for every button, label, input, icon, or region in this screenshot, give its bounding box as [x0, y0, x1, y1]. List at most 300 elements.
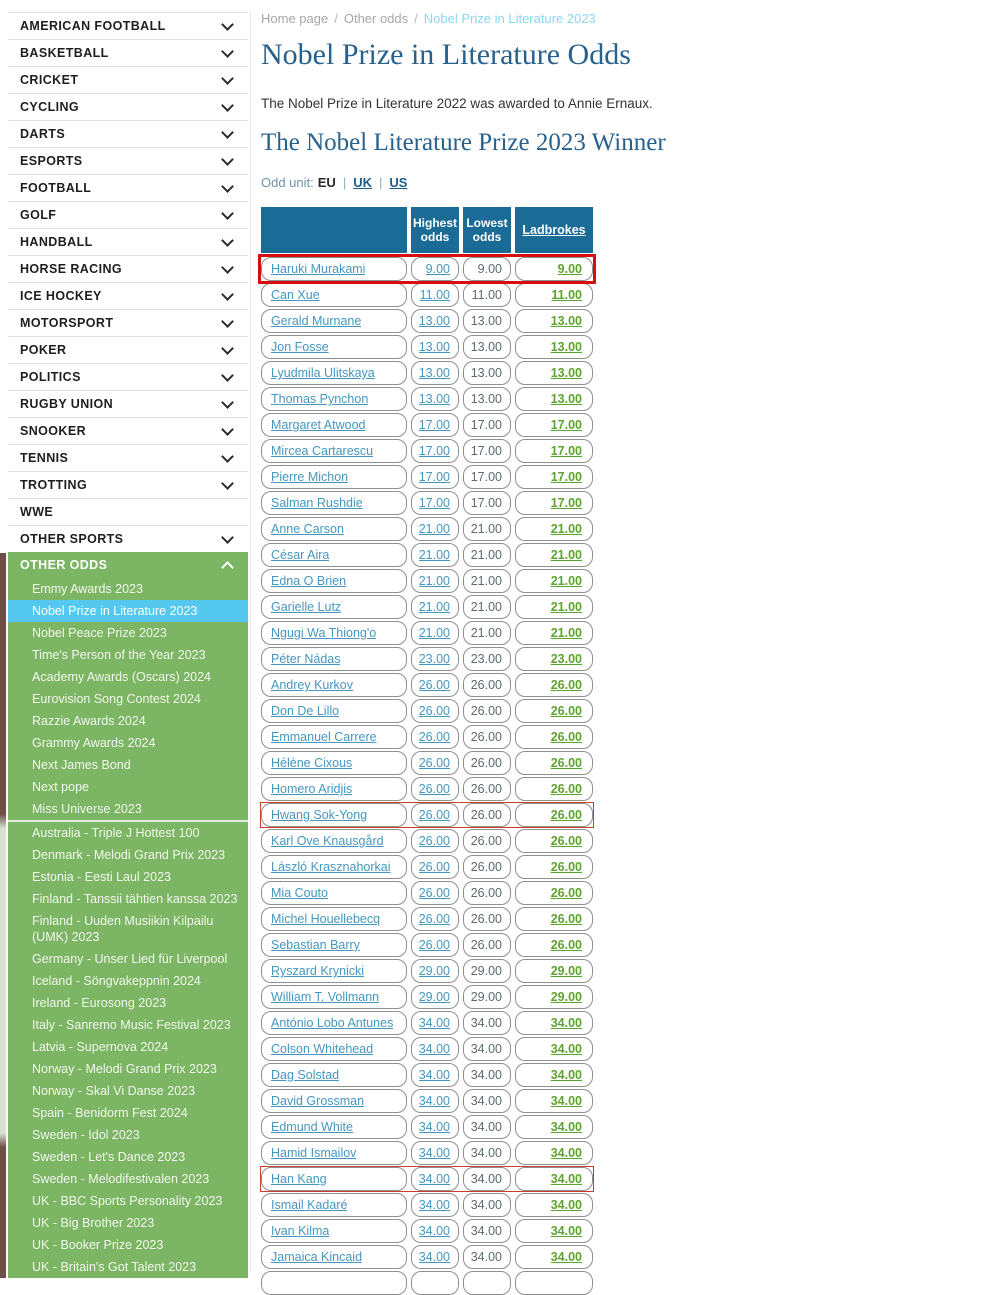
submenu-item-finland-tanssii-t-htien-kanssa-2023[interactable]: Finland - Tanssii tähtien kanssa 2023 — [32, 892, 238, 906]
highest-odds-link[interactable]: 21.00 — [418, 522, 450, 536]
ladbrokes-odds-link[interactable]: 34.00 — [550, 1224, 582, 1238]
author-link[interactable]: Han Kang — [271, 1172, 327, 1186]
lowest-odds-value: 34.00 — [470, 1250, 502, 1264]
lowest-odds-value: 34.00 — [470, 1224, 502, 1238]
author-cell — [261, 465, 407, 489]
ladbrokes-odds-link[interactable]: 11.00 — [551, 288, 582, 302]
ladbrokes-odds-cell — [515, 1037, 593, 1061]
ladbrokes-odds-cell — [515, 751, 593, 775]
chevron-down-icon — [221, 423, 234, 436]
highest-odds-link[interactable]: 34.00 — [418, 1198, 450, 1212]
ladbrokes-odds-link[interactable]: 34.00 — [550, 1146, 582, 1160]
odd-unit-selected: EU — [317, 175, 336, 190]
ladbrokes-odds-link[interactable]: 26.00 — [550, 782, 582, 796]
odd-unit-options — [336, 175, 408, 190]
lowest-odds-cell — [463, 803, 511, 827]
author-link[interactable]: Sebastian Barry — [271, 938, 360, 952]
lowest-odds-value: 17.00 — [470, 470, 502, 484]
highest-odds-cell — [411, 725, 459, 749]
author-cell — [261, 673, 407, 697]
lowest-odds-cell — [463, 517, 511, 541]
ladbrokes-odds-link[interactable]: 26.00 — [550, 834, 582, 848]
submenu-item-next-pope[interactable]: Next pope — [32, 780, 89, 794]
lowest-odds-value: 34.00 — [470, 1146, 502, 1160]
author-cell — [261, 595, 407, 619]
ladbrokes-odds-cell — [515, 517, 593, 541]
author-link[interactable]: Anne Carson — [271, 522, 344, 536]
author-link[interactable]: Edmund White — [271, 1120, 353, 1134]
section-title: The Nobel Literature Prize 2023 Winner — [261, 129, 666, 156]
sidebar-item-darts[interactable] — [8, 120, 248, 147]
table-row — [261, 699, 593, 723]
submenu-item-sweden-melodifestivalen-2023[interactable]: Sweden - Melodifestivalen 2023 — [32, 1172, 210, 1186]
submenu-item-sweden-let-s-dance-2023[interactable]: Sweden - Let's Dance 2023 — [32, 1150, 186, 1164]
author-link[interactable]: Hamid Ismailov — [271, 1146, 357, 1160]
sidebar-item-label: WWE — [20, 505, 54, 519]
lowest-odds-cell — [463, 829, 511, 853]
highest-odds-link[interactable]: 34.00 — [418, 1094, 450, 1108]
ladbrokes-odds-link[interactable]: 13.00 — [550, 392, 582, 406]
ladbrokes-odds-link[interactable]: 34.00 — [550, 1094, 582, 1108]
sidebar-item-label: BASKETBALL — [20, 46, 109, 60]
ladbrokes-odds-link[interactable]: 13.00 — [550, 340, 582, 354]
highest-odds-link[interactable]: 26.00 — [418, 730, 450, 744]
highest-odds-link[interactable]: 26.00 — [418, 860, 450, 874]
author-link[interactable]: César Aira — [271, 548, 330, 562]
highest-odds-link[interactable]: 13.00 — [418, 340, 450, 354]
lowest-odds-value: 34.00 — [470, 1120, 502, 1134]
ladbrokes-odds-cell — [515, 829, 593, 853]
lowest-odds-value: 34.00 — [470, 1094, 502, 1108]
highest-odds-link[interactable]: 34.00 — [418, 1250, 450, 1264]
highest-odds-cell — [411, 959, 459, 983]
ladbrokes-odds-link[interactable]: 34.00 — [550, 1068, 582, 1082]
author-cell — [261, 699, 407, 723]
sidebar-item-rugby-union[interactable] — [8, 390, 248, 417]
author-link[interactable]: Edna O Brien — [271, 574, 347, 588]
highest-odds-link[interactable]: 26.00 — [418, 938, 450, 952]
author-link[interactable]: Ryszard Krynicki — [271, 964, 365, 978]
ladbrokes-odds-link[interactable]: 26.00 — [550, 704, 582, 718]
lowest-odds-value: 21.00 — [470, 600, 502, 614]
sidebar-item-american-football[interactable] — [8, 12, 248, 39]
submenu-item-miss-universe-2023[interactable]: Miss Universe 2023 — [32, 802, 142, 816]
highest-odds-link[interactable]: 21.00 — [418, 574, 450, 588]
table-row — [261, 1011, 593, 1035]
highest-odds-link[interactable]: 17.00 — [418, 418, 450, 432]
author-link[interactable]: David Grossman — [271, 1094, 365, 1108]
table-row — [261, 621, 593, 645]
highest-odds-link[interactable]: 34.00 — [418, 1146, 450, 1160]
author-cell — [261, 387, 407, 411]
author-link[interactable]: Can Xue — [271, 288, 320, 302]
author-cell — [261, 283, 407, 307]
table-row — [261, 309, 593, 333]
lowest-odds-cell — [463, 491, 511, 515]
author-link[interactable]: Don De Lillo — [271, 704, 340, 718]
sidebar-item-label: MOTORSPORT — [20, 316, 114, 330]
lowest-odds-cell — [463, 387, 511, 411]
author-cell — [261, 777, 407, 801]
lowest-odds-cell — [463, 283, 511, 307]
highest-odds-link[interactable]: 26.00 — [418, 704, 450, 718]
lowest-odds-cell — [463, 1193, 511, 1217]
highest-odds-link[interactable]: 17.00 — [418, 496, 450, 510]
highest-odds-link[interactable]: 34.00 — [418, 1120, 450, 1134]
highest-odds-link[interactable]: 13.00 — [418, 366, 450, 380]
ladbrokes-odds-cell — [515, 933, 593, 957]
highest-odds-link[interactable]: 26.00 — [418, 678, 450, 692]
submenu-item-germany-unser-lied-f-r-liverpool[interactable]: Germany - Unser Lied für Liverpool — [32, 952, 228, 966]
sidebar-item-football[interactable] — [8, 174, 248, 201]
highest-odds-cell — [411, 439, 459, 463]
sidebar-item-handball[interactable] — [8, 228, 248, 255]
author-link[interactable]: Ngugi Wa Thiong'o — [271, 626, 377, 640]
lowest-odds-cell — [463, 959, 511, 983]
ladbrokes-odds-link[interactable]: 34.00 — [550, 1016, 582, 1030]
sidebar-item-tennis[interactable] — [8, 444, 248, 471]
submenu-item-ireland-eurosong-2023[interactable]: Ireland - Eurosong 2023 — [32, 996, 167, 1010]
lowest-odds-cell — [463, 673, 511, 697]
ladbrokes-odds-cell — [515, 387, 593, 411]
author-link[interactable]: Karl Ove Knausgård — [271, 834, 384, 848]
highest-odds-link[interactable]: 26.00 — [418, 834, 450, 848]
chevron-down-icon — [221, 99, 234, 112]
highest-odds-link[interactable]: 13.00 — [418, 392, 450, 406]
table-row — [261, 413, 593, 437]
submenu-item-norway-skal-vi-danse-2023[interactable]: Norway - Skal Vi Danse 2023 — [32, 1084, 196, 1098]
highest-odds-link[interactable]: 21.00 — [418, 600, 450, 614]
ladbrokes-odds-link[interactable]: 13.00 — [550, 314, 582, 328]
other-odds-section — [8, 552, 248, 1278]
ladbrokes-odds-link[interactable]: 17.00 — [550, 470, 582, 484]
author-link[interactable]: László Krasznahorkai — [271, 860, 391, 874]
submenu-item-next-james-bond[interactable]: Next James Bond — [32, 758, 131, 772]
ladbrokes-odds-link[interactable]: 34.00 — [550, 1198, 582, 1212]
highest-odds-link[interactable]: 34.00 — [418, 1068, 450, 1082]
highest-odds-cell — [411, 491, 459, 515]
author-link[interactable]: Garielle Lutz — [271, 600, 342, 614]
highest-odds-link[interactable]: 23.00 — [418, 652, 450, 666]
lowest-odds-value: 23.00 — [470, 652, 502, 666]
author-link[interactable]: Andrey Kurkov — [271, 678, 353, 692]
author-link[interactable]: Thomas Pynchon — [271, 392, 369, 406]
ladbrokes-odds-link[interactable]: 26.00 — [550, 730, 582, 744]
ladbrokes-odds-cell — [515, 855, 593, 879]
author-cell — [261, 751, 407, 775]
ladbrokes-odds-cell — [515, 881, 593, 905]
odd-unit-link-us[interactable]: US — [389, 175, 408, 190]
lowest-odds-cell — [463, 621, 511, 645]
highest-odds-cell — [411, 933, 459, 957]
highest-odds-cell — [411, 387, 459, 411]
highest-odds-link[interactable]: 11.00 — [419, 288, 450, 302]
highest-odds-link[interactable]: 34.00 — [418, 1224, 450, 1238]
sidebar-item-motorsport[interactable] — [8, 309, 248, 336]
ladbrokes-odds-cell — [515, 621, 593, 645]
author-cell — [261, 361, 407, 385]
lowest-odds-value: 34.00 — [470, 1198, 502, 1212]
highest-odds-cell — [411, 1245, 459, 1269]
ladbrokes-odds-link[interactable]: 17.00 — [550, 444, 582, 458]
author-cell — [261, 335, 407, 359]
author-link[interactable]: Pierre Michon — [271, 470, 349, 484]
odds-table-body — [261, 257, 601, 1295]
author-link[interactable]: Lyudmila Ulitskaya — [271, 366, 375, 380]
highest-odds-link[interactable]: 34.00 — [418, 1172, 450, 1186]
ladbrokes-odds-link[interactable]: 26.00 — [550, 912, 582, 926]
lowest-odds-value: 21.00 — [470, 548, 502, 562]
submenu-item-time-s-person-of-the-year-2023[interactable]: Time's Person of the Year 2023 — [32, 648, 206, 662]
table-row — [261, 803, 593, 827]
submenu-item-australia-triple-j-hottest-100[interactable]: Australia - Triple J Hottest 100 — [32, 826, 200, 840]
table-row — [261, 1193, 593, 1217]
ladbrokes-odds-cell — [515, 1245, 593, 1269]
highest-odds-cell — [411, 1141, 459, 1165]
submenu-item-estonia-eesti-laul-2023[interactable]: Estonia - Eesti Laul 2023 — [32, 870, 171, 884]
lowest-odds-value: 9.00 — [477, 262, 502, 276]
sidebar-item-wwe[interactable] — [8, 498, 248, 525]
sidebar-item-ice-hockey[interactable] — [8, 282, 248, 309]
author-link[interactable]: Mia Couto — [271, 886, 328, 900]
table-row — [261, 595, 593, 619]
lowest-odds-cell — [463, 361, 511, 385]
author-link[interactable]: Colson Whitehead — [271, 1042, 374, 1056]
main-content — [261, 0, 1003, 1295]
highest-odds-link[interactable]: 29.00 — [418, 964, 450, 978]
highest-odds-cell — [411, 1011, 459, 1035]
author-link[interactable]: Hwang Sok-Yong — [271, 808, 368, 822]
lowest-odds-value: 21.00 — [470, 522, 502, 536]
author-link[interactable]: Homero Aridjis — [271, 782, 353, 796]
table-row — [261, 517, 593, 541]
author-link[interactable]: Margaret Atwood — [271, 418, 366, 432]
highest-odds-cell — [411, 647, 459, 671]
sidebar-item-politics[interactable] — [8, 363, 248, 390]
author-cell — [261, 647, 407, 671]
sidebar-item-label: OTHER SPORTS — [20, 532, 124, 546]
table-row — [261, 777, 593, 801]
chevron-down-icon — [221, 477, 234, 490]
breadcrumb-separator: / — [414, 11, 418, 26]
author-link[interactable]: Ismail Kadaré — [271, 1198, 348, 1212]
odd-unit-link-uk[interactable]: UK — [353, 175, 372, 190]
author-cell — [261, 1245, 407, 1269]
ladbrokes-odds-link[interactable]: 21.00 — [550, 626, 582, 640]
submenu-item-grammy-awards-2024[interactable]: Grammy Awards 2024 — [32, 736, 156, 750]
submenu-item-eurovision-song-contest-2024[interactable]: Eurovision Song Contest 2024 — [32, 692, 201, 706]
sidebar-item-poker[interactable] — [8, 336, 248, 363]
table-row — [261, 855, 593, 879]
author-link[interactable]: Jon Fosse — [271, 340, 329, 354]
chevron-down-icon — [221, 126, 234, 139]
author-cell — [261, 1115, 407, 1139]
author-cell — [261, 855, 407, 879]
submenu-item-uk-big-brother-2023[interactable]: UK - Big Brother 2023 — [32, 1216, 155, 1230]
table-row — [261, 959, 593, 983]
sidebar-item-snooker[interactable] — [8, 417, 248, 444]
submenu-item-denmark-melodi-grand-prix-2023[interactable]: Denmark - Melodi Grand Prix 2023 — [32, 848, 226, 862]
submenu-item-finland-uuden-musiikin-kilpailu-umk-2023[interactable]: Finland - Uuden Musiikin Kilpailu (UMK) 2023 — [32, 914, 214, 944]
author-link[interactable]: Mircea Cartarescu — [271, 444, 374, 458]
lowest-odds-cell — [463, 1011, 511, 1035]
highest-odds-link[interactable]: 34.00 — [418, 1016, 450, 1030]
ladbrokes-odds-link[interactable]: 26.00 — [550, 860, 582, 874]
highest-odds-link[interactable]: 26.00 — [418, 782, 450, 796]
highest-odds-cell — [411, 829, 459, 853]
sidebar-divider-line — [250, 12, 251, 1272]
ladbrokes-odds-link[interactable]: 26.00 — [550, 938, 582, 952]
submenu-item-iceland-s-ngvakeppnin-2024[interactable]: Iceland - Söngvakeppnin 2024 — [32, 974, 201, 988]
highest-odds-cell — [411, 543, 459, 567]
submenu-item-italy-sanremo-music-festival-2023[interactable]: Italy - Sanremo Music Festival 2023 — [32, 1018, 231, 1032]
ladbrokes-odds-cell — [515, 1063, 593, 1087]
ladbrokes-odds-link[interactable]: 34.00 — [550, 1172, 582, 1186]
highest-odds-link[interactable]: 26.00 — [418, 756, 450, 770]
sidebar-item-other-odds[interactable] — [8, 552, 248, 578]
submenu-item-nobel-prize-in-literature-2023[interactable]: Nobel Prize in Literature 2023 — [8, 600, 248, 622]
author-link[interactable]: Haruki Murakami — [271, 262, 366, 276]
author-link[interactable]: Péter Nádas — [271, 652, 341, 666]
sidebar-item-label: CRICKET — [20, 73, 79, 87]
table-row — [261, 1037, 593, 1061]
sidebar-item-esports[interactable] — [8, 147, 248, 174]
highest-odds-cell — [411, 985, 459, 1009]
ladbrokes-odds-link[interactable]: 17.00 — [550, 496, 582, 510]
highest-odds-cell — [411, 855, 459, 879]
submenu-item-norway-melodi-grand-prix-2023[interactable]: Norway - Melodi Grand Prix 2023 — [32, 1062, 217, 1076]
ladbrokes-odds-link[interactable]: 21.00 — [550, 548, 582, 562]
highest-odds-cell — [411, 881, 459, 905]
sidebar-item-label: DARTS — [20, 127, 66, 141]
sidebar-item-trotting[interactable] — [8, 471, 248, 498]
lowest-odds-value: 29.00 — [470, 990, 502, 1004]
ladbrokes-odds-link[interactable]: 26.00 — [550, 808, 582, 822]
ladbrokes-odds-link[interactable]: 23.00 — [550, 652, 582, 666]
sidebar-item-cycling[interactable] — [8, 93, 248, 120]
author-link[interactable]: Ivan Kilma — [271, 1224, 330, 1238]
ladbrokes-odds-link[interactable]: 21.00 — [550, 600, 582, 614]
lowest-odds-cell — [463, 309, 511, 333]
highest-odds-link[interactable]: 21.00 — [418, 626, 450, 640]
highest-odds-link[interactable]: 21.00 — [418, 548, 450, 562]
submenu-item-latvia-supernova-2024[interactable]: Latvia - Supernova 2024 — [32, 1040, 169, 1054]
author-link[interactable]: Hélène Cixous — [271, 756, 353, 770]
sidebar-item-label: GOLF — [20, 208, 57, 222]
lowest-odds-cell — [463, 1063, 511, 1087]
ladbrokes-odds-link[interactable]: 21.00 — [550, 522, 582, 536]
submenu-item-sweden-idol-2023[interactable]: Sweden - Idol 2023 — [32, 1128, 140, 1142]
author-link[interactable]: Dag Solstad — [271, 1068, 340, 1082]
highest-odds-link[interactable]: 29.00 — [418, 990, 450, 1004]
ladbrokes-odds-cell — [515, 309, 593, 333]
submenu-item-razzie-awards-2024[interactable]: Razzie Awards 2024 — [32, 714, 146, 728]
breadcrumb-link[interactable]: Home page — [261, 11, 329, 26]
submenu-item-uk-booker-prize-2023[interactable]: UK - Booker Prize 2023 — [32, 1238, 164, 1252]
ladbrokes-odds-link[interactable]: 34.00 — [550, 1120, 582, 1134]
ladbrokes-odds-link[interactable]: 9.00 — [557, 262, 582, 276]
sidebar-item-basketball[interactable] — [8, 39, 248, 66]
sidebar-item-cricket[interactable] — [8, 66, 248, 93]
highest-odds-link[interactable]: 13.00 — [418, 314, 450, 328]
submenu-item-academy-awards-oscars-2024[interactable]: Academy Awards (Oscars) 2024 — [32, 670, 212, 684]
lowest-odds-value: 34.00 — [470, 1042, 502, 1056]
highest-odds-cell — [411, 1037, 459, 1061]
sidebar-item-label: RUGBY UNION — [20, 397, 114, 411]
breadcrumb-link[interactable]: Other odds — [343, 11, 409, 26]
sidebar-item-other-sports[interactable] — [8, 525, 248, 552]
sports-sidebar — [8, 12, 248, 1278]
sidebar-item-label: TROTTING — [20, 478, 88, 492]
submenu-item-uk-britain-s-got-talent-2023[interactable]: UK - Britain's Got Talent 2023 — [32, 1260, 197, 1274]
lowest-odds-value: 13.00 — [470, 366, 502, 380]
submenu-item-uk-bbc-sports-personality-2023[interactable]: UK - BBC Sports Personality 2023 — [32, 1194, 223, 1208]
author-link[interactable]: Michel Houellebecq — [271, 912, 381, 926]
breadcrumb-current: Nobel Prize in Literature 2023 — [423, 11, 596, 26]
ladbrokes-odds-link[interactable]: 34.00 — [550, 1042, 582, 1056]
lowest-odds-value: 26.00 — [470, 782, 502, 796]
submenu-item-spain-benidorm-fest-2024[interactable]: Spain - Benidorm Fest 2024 — [32, 1106, 188, 1120]
lowest-odds-cell — [463, 569, 511, 593]
highest-odds-link[interactable]: 26.00 — [418, 808, 450, 822]
chevron-down-icon — [221, 342, 234, 355]
ladbrokes-odds-link[interactable]: 29.00 — [550, 964, 582, 978]
author-cell — [261, 621, 407, 645]
submenu-item-nobel-peace-prize-2023[interactable]: Nobel Peace Prize 2023 — [32, 626, 167, 640]
highest-odds-cell — [411, 751, 459, 775]
author-cell — [261, 1271, 407, 1295]
author-cell — [261, 907, 407, 931]
author-link[interactable]: Jamaica Kincaid — [271, 1250, 363, 1264]
ladbrokes-odds-cell — [515, 413, 593, 437]
author-link[interactable]: Gerald Murnane — [271, 314, 362, 328]
lowest-odds-cell — [463, 907, 511, 931]
highest-odds-link[interactable]: 26.00 — [418, 886, 450, 900]
highest-odds-link[interactable]: 9.00 — [425, 262, 450, 276]
header-name-column — [261, 207, 407, 253]
table-row — [261, 751, 593, 775]
highest-odds-link[interactable]: 17.00 — [418, 470, 450, 484]
ladbrokes-odds-link[interactable]: 26.00 — [550, 756, 582, 770]
sidebar-item-golf[interactable] — [8, 201, 248, 228]
ladbrokes-odds-cell — [515, 543, 593, 567]
author-link[interactable]: Emmanuel Carrere — [271, 730, 377, 744]
ladbrokes-odds-link[interactable]: 17.00 — [550, 418, 582, 432]
sidebar-item-horse-racing[interactable] — [8, 255, 248, 282]
ladbrokes-odds-cell — [515, 985, 593, 1009]
highest-odds-link[interactable]: 26.00 — [418, 912, 450, 926]
ladbrokes-odds-link[interactable]: 21.00 — [550, 574, 582, 588]
submenu-item-emmy-awards-2023[interactable]: Emmy Awards 2023 — [32, 582, 143, 596]
author-link[interactable]: Salman Rushdie — [271, 496, 363, 510]
ladbrokes-odds-cell — [515, 673, 593, 697]
ladbrokes-odds-link[interactable]: 34.00 — [550, 1250, 582, 1264]
ladbrokes-odds-link[interactable]: 29.00 — [550, 990, 582, 1004]
author-link[interactable]: William T. Vollmann — [271, 990, 380, 1004]
lowest-odds-cell — [463, 1245, 511, 1269]
ladbrokes-odds-link[interactable]: 26.00 — [550, 678, 582, 692]
ladbrokes-odds-link[interactable]: 13.00 — [550, 366, 582, 380]
ladbrokes-header-link[interactable]: Ladbrokes — [522, 223, 586, 237]
highest-odds-link[interactable]: 17.00 — [418, 444, 450, 458]
odds-table-header — [261, 207, 601, 253]
author-link[interactable]: António Lobo Antunes — [271, 1016, 394, 1030]
sidebar-item-label: ESPORTS — [20, 154, 83, 168]
table-row — [261, 257, 593, 281]
highest-odds-link[interactable]: 34.00 — [418, 1042, 450, 1056]
ladbrokes-odds-link[interactable]: 26.00 — [550, 886, 582, 900]
lowest-odds-value: 17.00 — [470, 444, 502, 458]
